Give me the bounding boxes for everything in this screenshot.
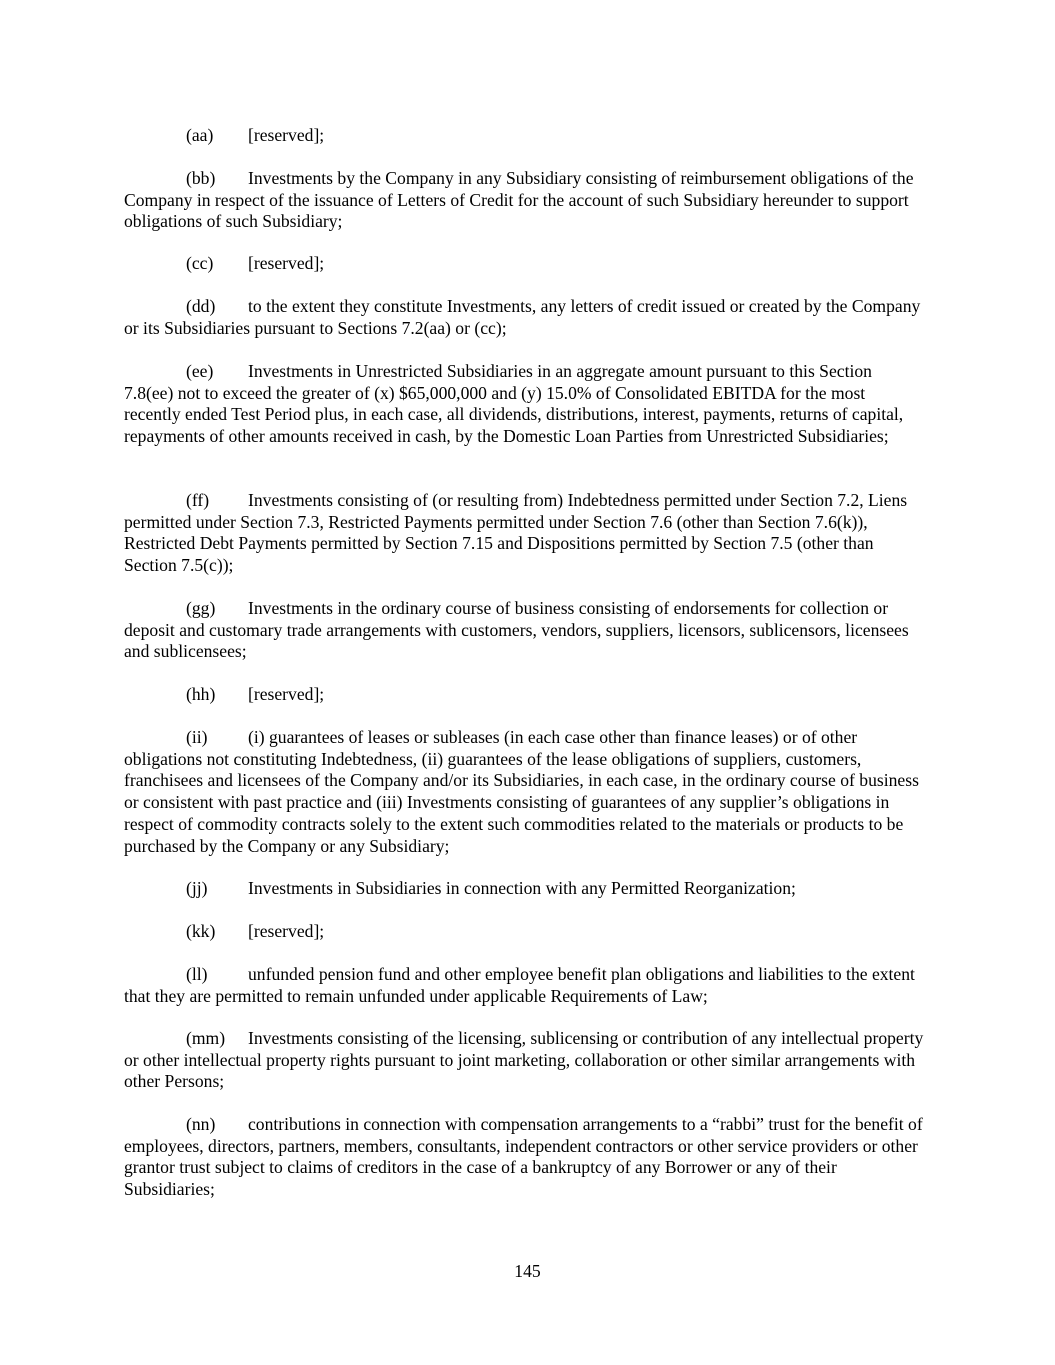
clause-ff <box>124 490 924 577</box>
clause-label: (kk) <box>186 921 216 941</box>
page-number: 145 <box>514 1261 541 1281</box>
clause-label: (mm) <box>186 1028 226 1048</box>
clause-bb <box>124 168 924 233</box>
clause-text: (i) guarantees of leases or subleases (in each case other than finance leases) or of other obligations not constituting Indebtedness, (ii) guarantees of the lease obligations of suppliers, customers, franchisees and licensees of the Company and/or its Subsidiaries, in each case, in the ordinary course of business or consistent with past practice and (iii) Investments consisting of guarantees of any supplier’s obligations in respect of commodity contracts solely to the extent such commodities related to the materials or products to be purchased by the Company or any Subsidiary; <box>124 727 919 856</box>
clause-text: Investments in Subsidiaries in connection with any Permitted Reorganization; <box>248 878 796 898</box>
clause-label: (gg) <box>186 598 216 618</box>
clause-ll <box>124 964 924 1007</box>
clause-ee <box>124 361 924 448</box>
clause-jj <box>124 878 924 900</box>
clause-text: [reserved]; <box>248 684 325 704</box>
clause-text: [reserved]; <box>248 253 325 273</box>
clause-text: contributions in connection with compensation arrangements to a “rabbi” trust for the benefit of employees, directors, partners, members, consultants, independent contractors or other service providers or other grantor trust subject to claims of creditors in the case of a bankruptcy of any Borrower or any of their Subsidiaries; <box>124 1114 923 1200</box>
clause-nn <box>124 1114 924 1201</box>
clause-label: (ll) <box>186 964 208 984</box>
clause-label: (cc) <box>186 253 214 273</box>
clause-gg <box>124 598 924 663</box>
clause-ii <box>124 727 924 857</box>
clause-label: (jj) <box>186 878 208 898</box>
clause-label: (bb) <box>186 168 216 188</box>
clause-aa <box>124 125 924 147</box>
clause-text: Investments in Unrestricted Subsidiaries in an aggregate amount pursuant to this Section 7.8(ee) not to exceed the greater of (x) $65,000,000 and (y) 15.0% of Consolidated EBITDA for the most recently ended Test Period plus, in each case, all dividends, distributions, interest, payments, returns of capital, repayments of other amounts received in cash, by the Domestic Loan Parties from Unrestricted Subsidiaries; <box>124 361 904 447</box>
clause-hh <box>124 684 924 706</box>
clause-label: (ff) <box>186 490 210 510</box>
clause-label: (ii) <box>186 727 208 747</box>
clause-label: (nn) <box>186 1114 216 1134</box>
clause-dd <box>124 296 924 339</box>
clause-text: to the extent they constitute Investments, any letters of credit issued or created by the Company or its Subsidiaries pursuant to Sections 7.2(aa) or (cc); <box>124 296 921 338</box>
clause-text: Investments by the Company in any Subsidiary consisting of reimbursement obligations of the Company in respect of the issuance of Letters of Credit for the account of such Subsidiary hereunder to support obligations of such Subsidiary; <box>124 168 914 232</box>
clause-label: (aa) <box>186 125 214 145</box>
clause-text: Investments consisting of (or resulting from) Indebtedness permitted under Section 7.2, Liens permitted under Section 7.3, Restricted Payments permitted under Section 7.6 (other than Section 7.6(k)), Restricted Debt Payments permitted by Section 7.15 and Dispositions permitted by Section 7.5 (other than Section 7.5(c)); <box>124 490 908 576</box>
clause-kk <box>124 921 924 943</box>
clause-text: [reserved]; <box>248 125 325 145</box>
clause-cc <box>124 253 924 275</box>
clause-text: Investments in the ordinary course of business consisting of endorsements for collection or deposit and customary trade arrangements with customers, vendors, suppliers, licensors, sublicensors, licensees and sublicensees; <box>124 598 909 662</box>
clause-label: (ee) <box>186 361 214 381</box>
clause-label: (dd) <box>186 296 216 316</box>
clause-text: Investments consisting of the licensing, sublicensing or contribution of any intellectual property or other intellectual property rights pursuant to joint marketing, collaboration or other similar arrangements with other Persons; <box>124 1028 924 1092</box>
clause-text: [reserved]; <box>248 921 325 941</box>
clause-text: unfunded pension fund and other employee benefit plan obligations and liabilities to the extent that they are permitted to remain unfunded under applicable Requirements of Law; <box>124 964 915 1006</box>
clause-label: (hh) <box>186 684 216 704</box>
clause-mm <box>124 1028 924 1093</box>
